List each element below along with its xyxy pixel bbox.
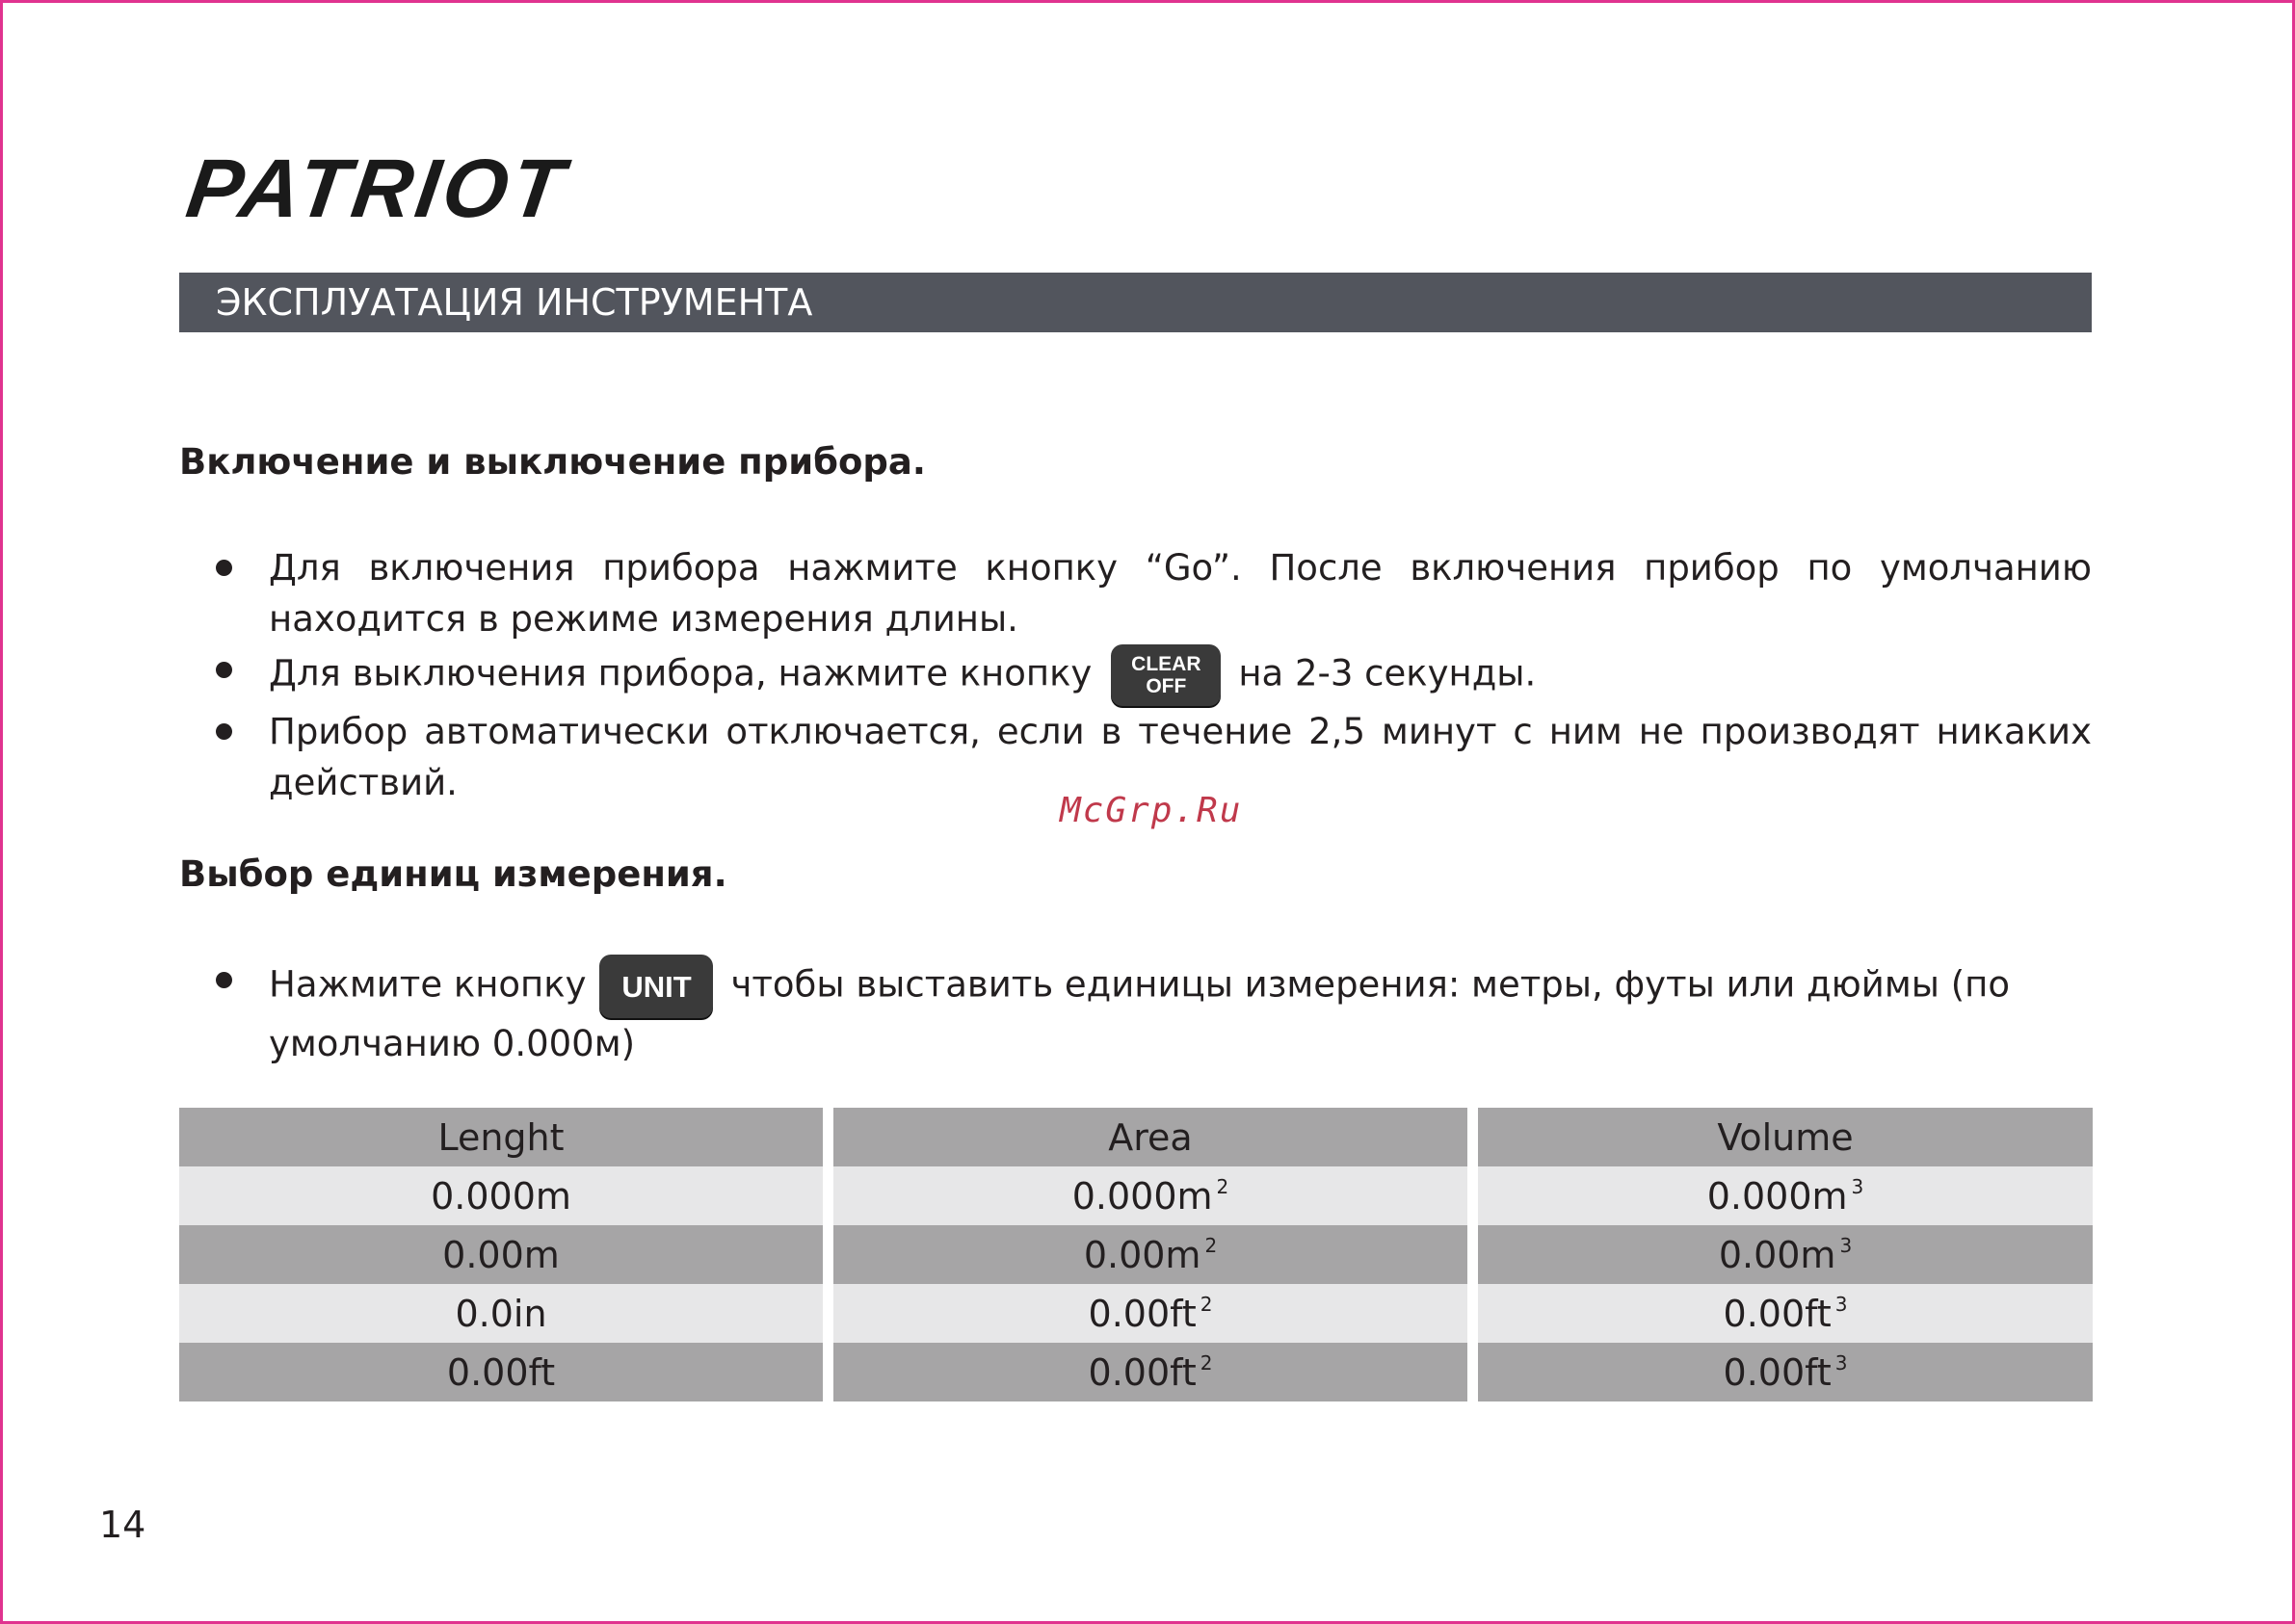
cell-value: 0.00ft [1088, 1350, 1197, 1394]
patriot-logo: PATRIOT [181, 143, 573, 235]
list-item [179, 955, 2092, 1069]
cell-value: 0.00ft [1088, 1292, 1197, 1335]
cell-value: 0.00ft [446, 1350, 556, 1394]
table-header-length: Lenght [179, 1108, 823, 1166]
cell-value: 0.000m [1706, 1174, 1848, 1218]
cell-exponent: 3 [1834, 1350, 1848, 1375]
area-column [833, 1108, 1467, 1401]
table-header-area: Area [833, 1108, 1467, 1166]
bullet-text: Прибор автоматически отключается, если в течение 2,5 минут с ним не производят никаких действий. [269, 711, 2092, 803]
cell-exponent: 2 [1216, 1174, 1229, 1198]
bullet-dot [216, 560, 232, 576]
cell-value: 0.00m [442, 1233, 560, 1276]
list-item [179, 644, 2092, 706]
bullet-dot [216, 662, 232, 678]
cell-value: 0.00m [1718, 1233, 1836, 1276]
cell-exponent: 2 [1200, 1350, 1213, 1375]
volume-column [1478, 1108, 2093, 1401]
cell-value: 0.000m [431, 1174, 571, 1218]
table-cell [833, 1343, 1467, 1401]
units-table [179, 1108, 2093, 1401]
unit-key-icon: UNIT [599, 955, 713, 1018]
section-header-bar [179, 273, 2092, 332]
table-cell [179, 1166, 823, 1225]
clear-off-key-icon [1111, 644, 1221, 706]
watermark: McGrp.Ru [1060, 791, 1243, 830]
bullet-text: Для выключения прибора, нажмите кнопку [269, 652, 1093, 694]
cell-value: 0.0in [455, 1292, 547, 1335]
table-cell [1478, 1284, 2093, 1343]
list-item [179, 542, 2092, 644]
table-cell [179, 1284, 823, 1343]
clear-key-label: CLEAR [1131, 653, 1201, 675]
off-key-label: OFF [1146, 675, 1187, 697]
table-cell [833, 1166, 1467, 1225]
table-cell [1478, 1343, 2093, 1401]
section-title: ЭКСПЛУАТАЦИЯ ИНСТРУМЕНТА [216, 281, 813, 324]
length-column [179, 1108, 823, 1401]
table-cell [1478, 1166, 2093, 1225]
bullet-text: Нажмите кнопку [269, 963, 587, 1006]
table-cell [179, 1225, 823, 1284]
table-header-volume: Volume [1478, 1108, 2093, 1166]
cell-exponent: 3 [1851, 1174, 1864, 1198]
table-cell [833, 1284, 1467, 1343]
cell-exponent: 2 [1204, 1233, 1218, 1257]
power-heading: Включение и выключение прибора. [179, 441, 926, 483]
bullet-text: на 2-3 секунды. [1238, 652, 1537, 694]
table-cell [833, 1225, 1467, 1284]
bullet-text: чтобы выставить единицы измерения: метры, футы или дюймы (по умолчанию 0.000м) [269, 963, 2010, 1064]
cell-exponent: 3 [1834, 1292, 1848, 1316]
cell-exponent: 2 [1200, 1292, 1213, 1316]
table-cell [1478, 1225, 2093, 1284]
cell-exponent: 3 [1839, 1233, 1853, 1257]
table-cell [179, 1343, 823, 1401]
units-bullet-list [179, 955, 2092, 1069]
units-heading: Выбор единиц измерения. [179, 853, 727, 895]
page-number: 14 [99, 1504, 146, 1546]
cell-value: 0.00ft [1723, 1350, 1832, 1394]
bullet-dot [216, 723, 232, 740]
cell-value: 0.00ft [1723, 1292, 1832, 1335]
bullet-text: Для включения прибора нажмите кнопку “Go”. После включения прибор по умолчанию находится в режиме измерения длины. [269, 547, 2092, 640]
bullet-dot [216, 972, 232, 988]
cell-value: 0.000m [1071, 1174, 1213, 1218]
power-bullet-list [179, 542, 2092, 808]
cell-value: 0.00m [1083, 1233, 1201, 1276]
